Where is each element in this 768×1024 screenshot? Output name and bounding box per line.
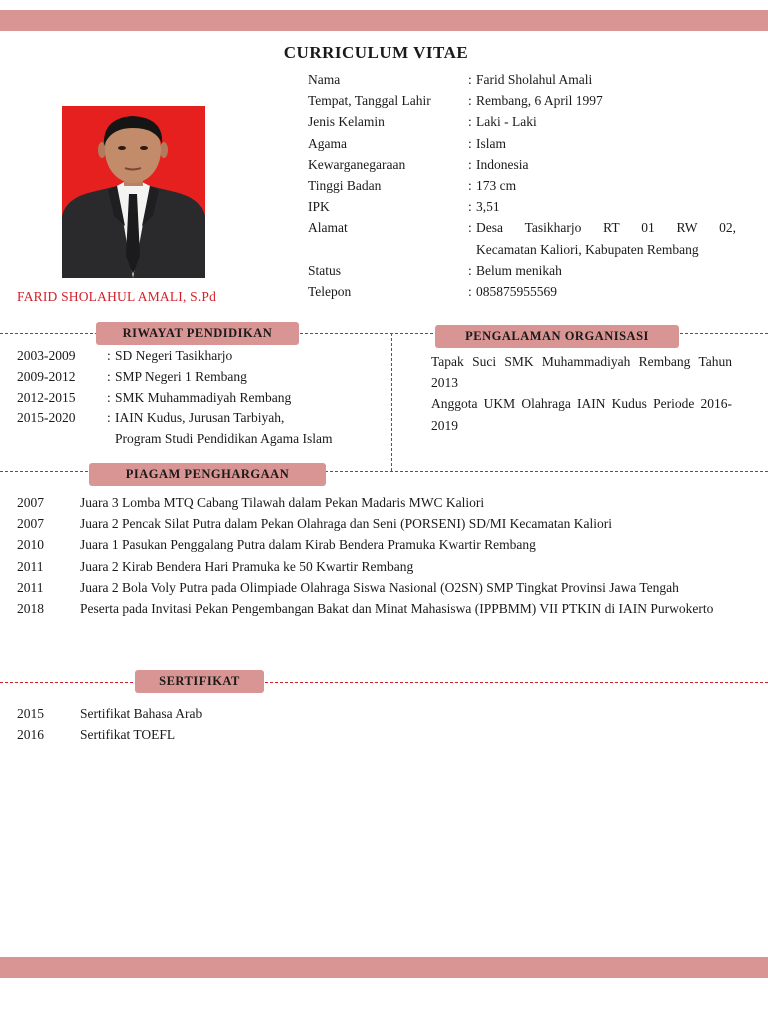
- education-years: 2009-2012: [17, 368, 76, 384]
- info-row-status: [308, 260, 736, 281]
- award-year: 2018: [17, 601, 44, 617]
- list-item-continued: [17, 429, 377, 450]
- info-row-address-cont: [308, 239, 736, 260]
- info-colon: :: [468, 284, 472, 300]
- info-label: Alamat: [308, 220, 348, 236]
- award-year: 2007: [17, 516, 44, 532]
- info-colon: :: [468, 178, 472, 194]
- column-divider: [391, 333, 392, 471]
- info-row-gpa: [308, 196, 736, 217]
- certificate-year: 2015: [17, 706, 44, 721]
- award-year: 2011: [17, 579, 44, 595]
- info-value: Kecamatan Kaliori, Kabupaten Rembang: [476, 241, 699, 257]
- certificates-list: [17, 703, 735, 745]
- education-program: Program Studi Pendidikan Agama Islam: [115, 431, 333, 447]
- top-decorative-band: [0, 10, 768, 31]
- profile-photo: [62, 106, 205, 278]
- education-years: 2003-2009: [17, 348, 76, 363]
- certificate-year: 2016: [17, 727, 44, 743]
- list-item: [17, 703, 735, 724]
- award-text: Juara 2 Pencak Silat Putra dalam Pekan Olahraga dan Seni (PORSENI) SD/MI Kecamatan Kaliori: [80, 516, 612, 532]
- info-value: 085875955569: [476, 284, 557, 300]
- info-label: Jenis Kelamin: [308, 114, 385, 130]
- list-item: Tapak Suci SMK Muhammadiyah Rembang Tahun 2013: [431, 354, 732, 391]
- award-text: Juara 2 Kirab Bendera Hari Pramuka ke 50 Kwartir Rembang: [80, 558, 414, 574]
- award-year: 2007: [17, 495, 44, 510]
- list-item: 2003-2009 : SD Negeri Tasikharjo: [17, 346, 377, 367]
- info-row-address: [308, 217, 736, 238]
- section-tag-education: RIWAYAT PENDIDIKAN: [96, 322, 299, 345]
- info-colon: :: [468, 156, 472, 172]
- list-item: 2012-2015 : SMK Muhammadiyah Rembang: [17, 388, 377, 409]
- education-school: SMP Negeri 1 Rembang: [115, 368, 247, 384]
- info-label: IPK: [308, 199, 330, 215]
- info-row-name: [308, 69, 736, 90]
- list-item: [17, 556, 735, 577]
- info-row-gender: [308, 111, 736, 132]
- info-value: 173 cm: [476, 178, 517, 194]
- info-colon: :: [468, 72, 472, 87]
- info-row-phone: [308, 281, 736, 302]
- info-colon: :: [468, 135, 472, 151]
- list-item: [17, 513, 735, 534]
- info-colon: :: [468, 114, 472, 130]
- organization-list: [431, 351, 732, 436]
- info-value: Desa Tasikharjo RT 01 RW 02,: [476, 220, 736, 236]
- info-value: Rembang, 6 April 1997: [476, 93, 603, 109]
- info-row-birth: [308, 90, 736, 111]
- info-colon: :: [468, 93, 472, 109]
- list-item: [17, 724, 735, 745]
- info-value: Farid Sholahul Amali: [476, 72, 593, 87]
- info-label: Tempat, Tanggal Lahir: [308, 93, 431, 109]
- section-tag-certificates: SERTIFIKAT: [135, 670, 264, 693]
- list-item: [17, 598, 735, 619]
- award-text: Juara 3 Lomba MTQ Cabang Tilawah dalam Pekan Madaris MWC Kaliori: [80, 495, 485, 510]
- info-row-height: [308, 175, 736, 196]
- certificate-text: Sertifikat TOEFL: [80, 727, 176, 743]
- section-tag-organization: PENGALAMAN ORGANISASI: [435, 325, 679, 348]
- education-years: 2012-2015: [17, 389, 76, 405]
- person-name-caption: FARID SHOLAHUL AMALI, S.Pd: [17, 289, 217, 304]
- awards-list: [17, 492, 735, 619]
- list-item: [17, 577, 735, 598]
- award-text: Juara 2 Bola Voly Putra pada Olimpiade Olahraga Siswa Nasional (O2SN) SMP Tingkat Provinsi Jawa Tengah: [80, 579, 679, 595]
- info-label: Tinggi Badan: [308, 178, 382, 194]
- award-year: 2011: [17, 558, 44, 574]
- list-item: [17, 492, 735, 513]
- info-label: Kewarganegaraan: [308, 156, 406, 172]
- document-title: CURRICULUM VITAE: [283, 43, 469, 62]
- education-school: SMK Muhammadiyah Rembang: [115, 389, 292, 405]
- section-tag-awards: PIAGAM PENGHARGAAN: [89, 463, 326, 486]
- list-item: 2009-2012 : SMP Negeri 1 Rembang: [17, 367, 377, 388]
- info-row-nationality: [308, 154, 736, 175]
- info-value: Islam: [476, 135, 506, 151]
- info-colon: :: [468, 199, 472, 215]
- award-text: Peserta pada Invitasi Pekan Pengembangan Bakat dan Minat Mahasiswa (IPPBMM) VII PTKIN di IAIN Purwokerto: [80, 601, 714, 617]
- list-item: 2015-2020 : IAIN Kudus, Jurusan Tarbiyah,: [17, 408, 377, 429]
- info-row-religion: [308, 133, 736, 154]
- personal-info: [308, 69, 736, 302]
- education-list: [17, 346, 377, 450]
- list-item: Anggota UKM Olahraga IAIN Kudus Periode 2016-2019: [431, 396, 732, 433]
- info-colon: :: [468, 220, 472, 236]
- info-value: Indonesia: [476, 156, 529, 172]
- education-years: 2015-2020: [17, 410, 76, 426]
- section-divider: [0, 682, 768, 683]
- info-label: Telepon: [308, 284, 352, 300]
- info-value: Belum menikah: [476, 262, 562, 278]
- bottom-decorative-band: [0, 957, 768, 978]
- education-school: IAIN Kudus, Jurusan Tarbiyah,: [115, 410, 285, 426]
- info-colon: :: [468, 262, 472, 278]
- award-text: Juara 1 Pasukan Penggalang Putra dalam Kirab Bendera Pramuka Kwartir Rembang: [80, 537, 536, 553]
- info-value: Laki - Laki: [476, 114, 537, 130]
- education-school: SD Negeri Tasikharjo: [115, 348, 233, 363]
- award-year: 2010: [17, 537, 44, 553]
- info-label: Status: [308, 262, 342, 278]
- info-value: 3,51: [476, 199, 500, 215]
- certificate-text: Sertifikat Bahasa Arab: [80, 706, 203, 721]
- person-portrait-image: [62, 106, 205, 278]
- list-item: [17, 534, 735, 555]
- info-label: Nama: [308, 72, 341, 87]
- info-label: Agama: [308, 135, 347, 151]
